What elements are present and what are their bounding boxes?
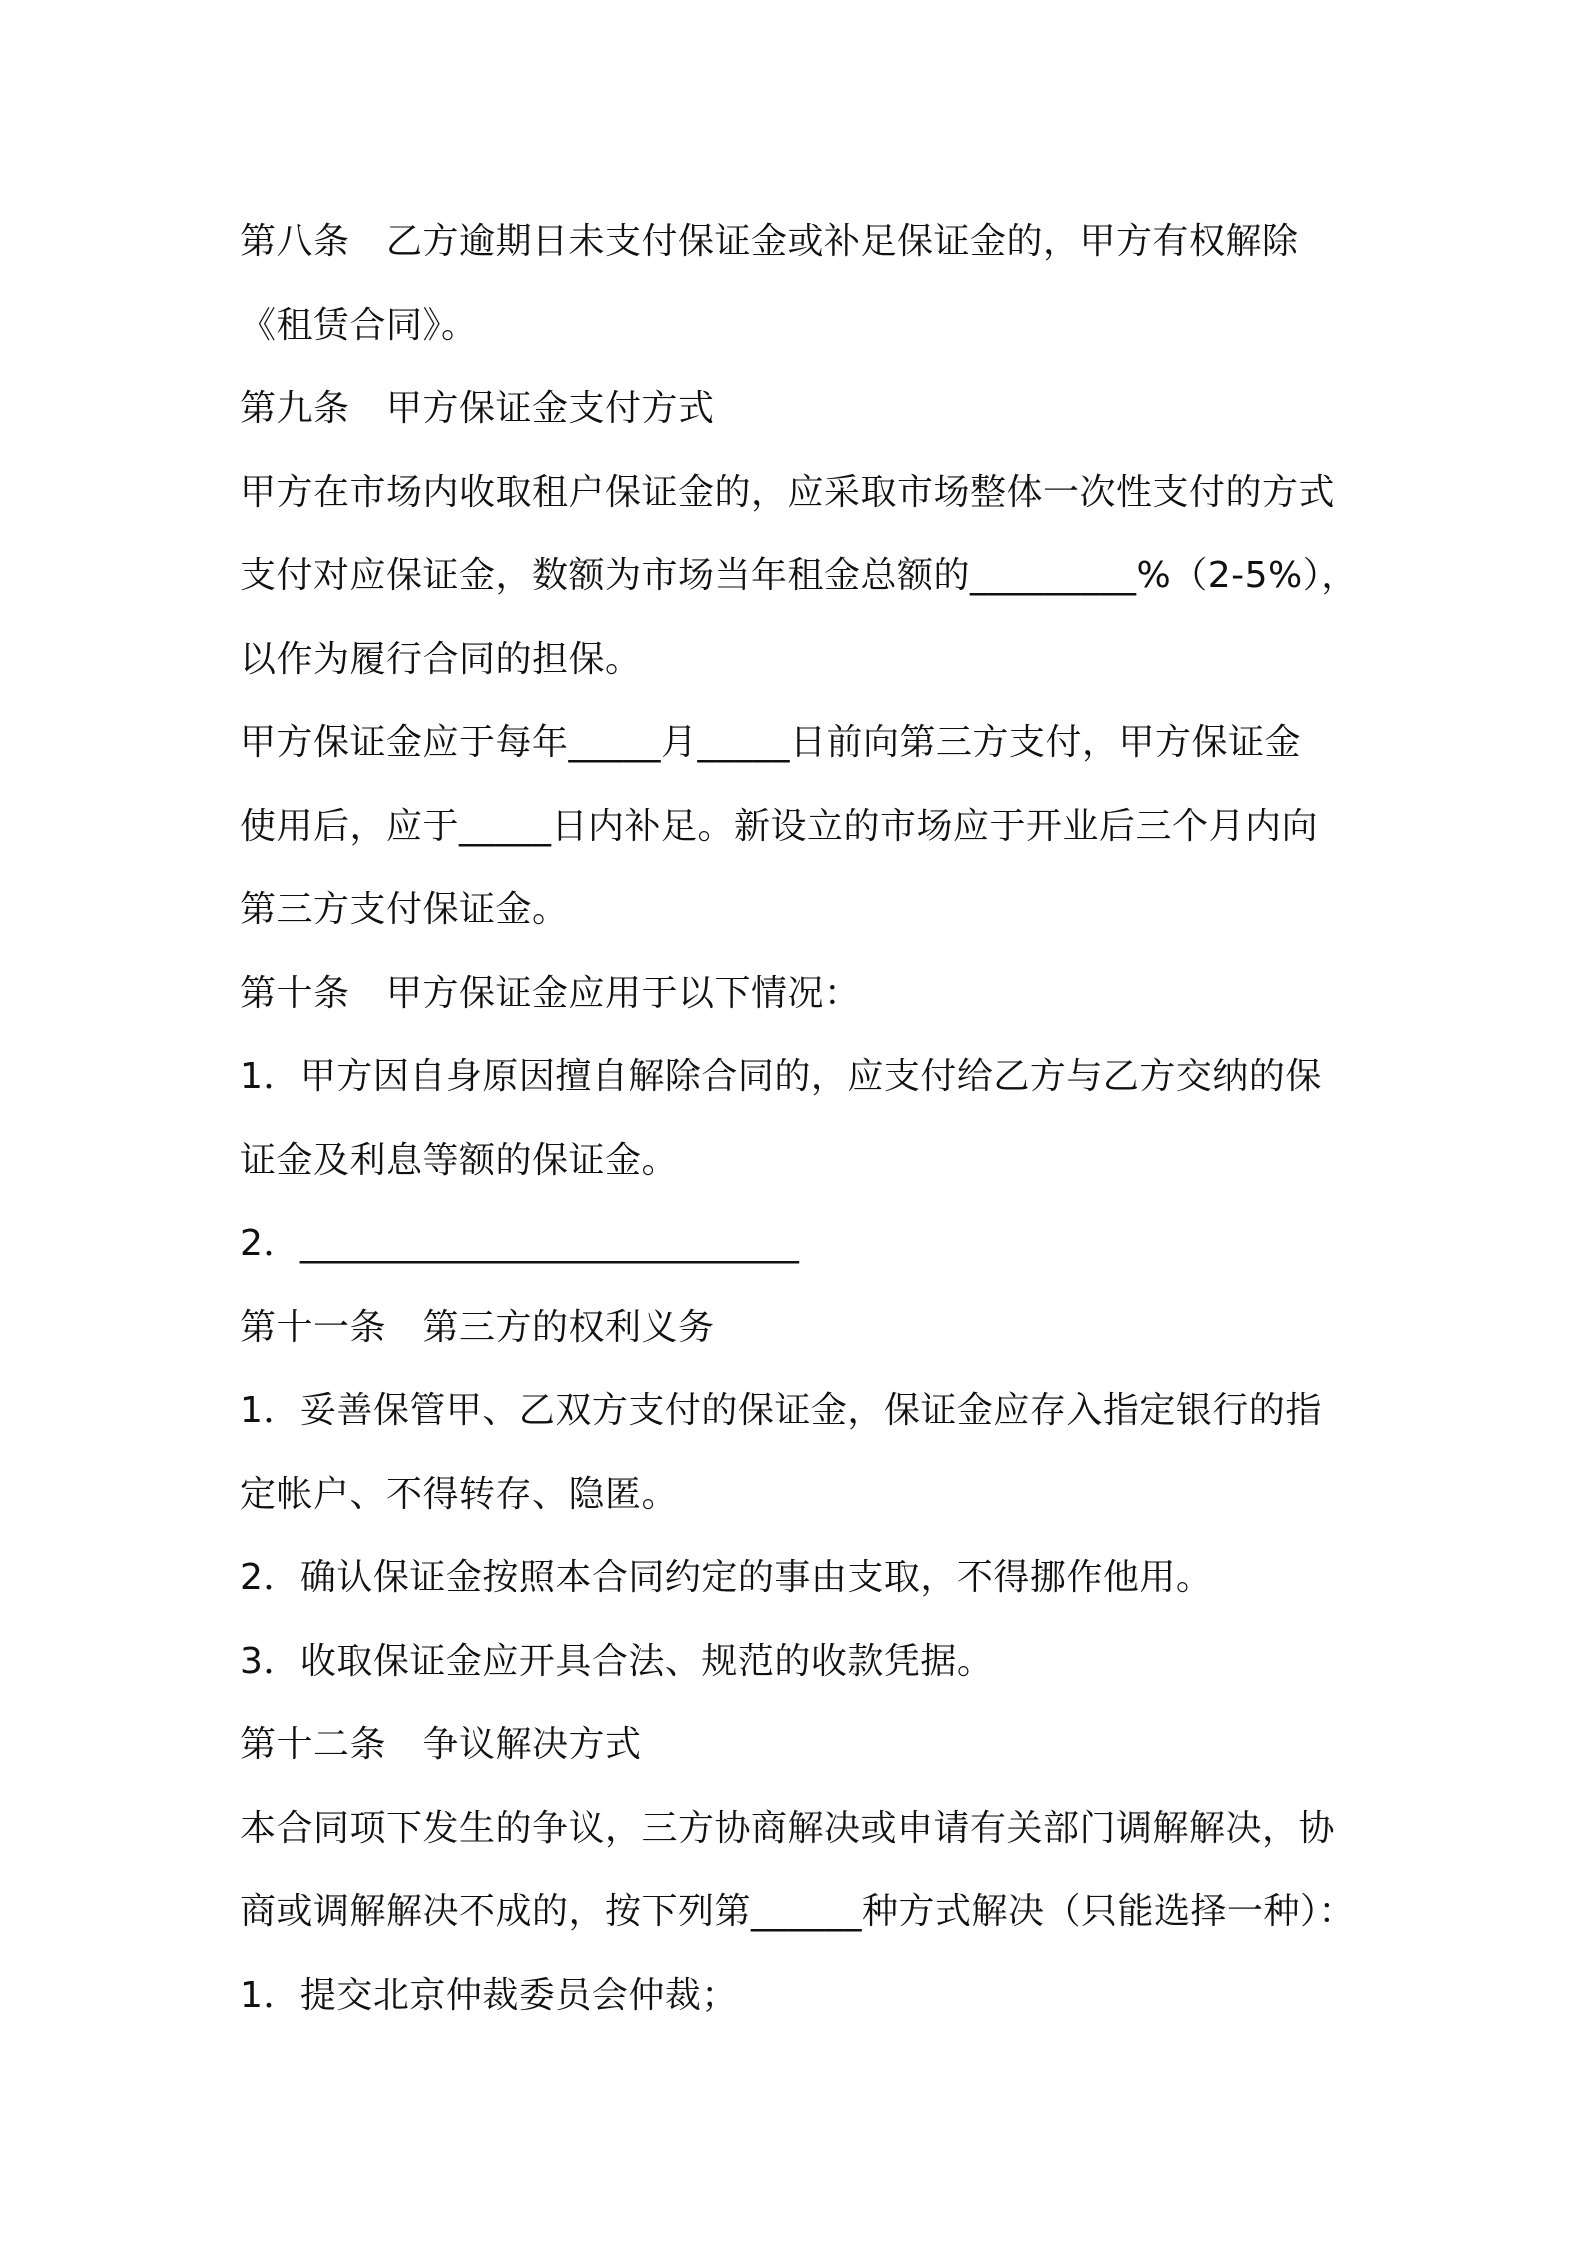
list-item-line: 定帐户、不得转存、隐匿。 xyxy=(240,1473,679,1515)
list-item-line: 证金及利息等额的保证金。 xyxy=(240,1139,679,1181)
list-item-line: 1．甲方因自身原因擅自解除合同的，应支付给乙方与乙方交纳的保 xyxy=(240,1056,1322,1097)
article-8-heading-line: 第八条 乙方逾期日未支付保证金或补足保证金的，甲方有权解除 xyxy=(240,221,1299,262)
document-body xyxy=(240,200,1370,2037)
article-10-heading: 第十条 甲方保证金应用于以下情况： xyxy=(240,972,861,1014)
article-12-heading: 第十二条 争议解决方式 xyxy=(240,1724,642,1765)
paragraph-line: 使用后，应于_____日内补足。新设立的市场应于开业后三个月内向 xyxy=(240,805,1319,847)
list-item-line: 1．提交北京仲裁委员会仲裁； xyxy=(240,1974,738,2016)
article-11-heading: 第十一条 第三方的权利义务 xyxy=(240,1306,715,1348)
paragraph-line: 以作为履行合同的担保。 xyxy=(240,638,642,680)
paragraph-line: 支付对应保证金，数额为市场当年租金总额的_________%（2-5%）， xyxy=(240,555,1358,596)
list-item-line: 2．确认保证金按照本合同约定的事由支取，不得挪作他用。 xyxy=(240,1557,1213,1598)
paragraph-line: 甲方保证金应于每年_____月_____日前向第三方支付，甲方保证金 xyxy=(240,722,1302,763)
paragraph-line: 第三方支付保证金。 xyxy=(240,889,569,930)
article-9-heading: 第九条 甲方保证金支付方式 xyxy=(240,388,715,429)
list-item-line: 1．妥善保管甲、乙双方支付的保证金，保证金应存入指定银行的指 xyxy=(240,1390,1322,1431)
list-item-line: 3．收取保证金应开具合法、规范的收款凭据。 xyxy=(240,1640,994,1682)
paragraph-line: 商或调解解决不成的，按下列第______种方式解决（只能选择一种）： xyxy=(240,1891,1356,1932)
article-8-continuation-line: 《租赁合同》。 xyxy=(240,304,478,346)
list-item-blank-line: 2．___________________________ xyxy=(240,1223,800,1264)
paragraph-line: 甲方在市场内收取租户保证金的，应采取市场整体一次性支付的方式 xyxy=(240,471,1336,513)
paragraph-line: 本合同项下发生的争议，三方协商解决或申请有关部门调解解决，协 xyxy=(240,1807,1336,1849)
